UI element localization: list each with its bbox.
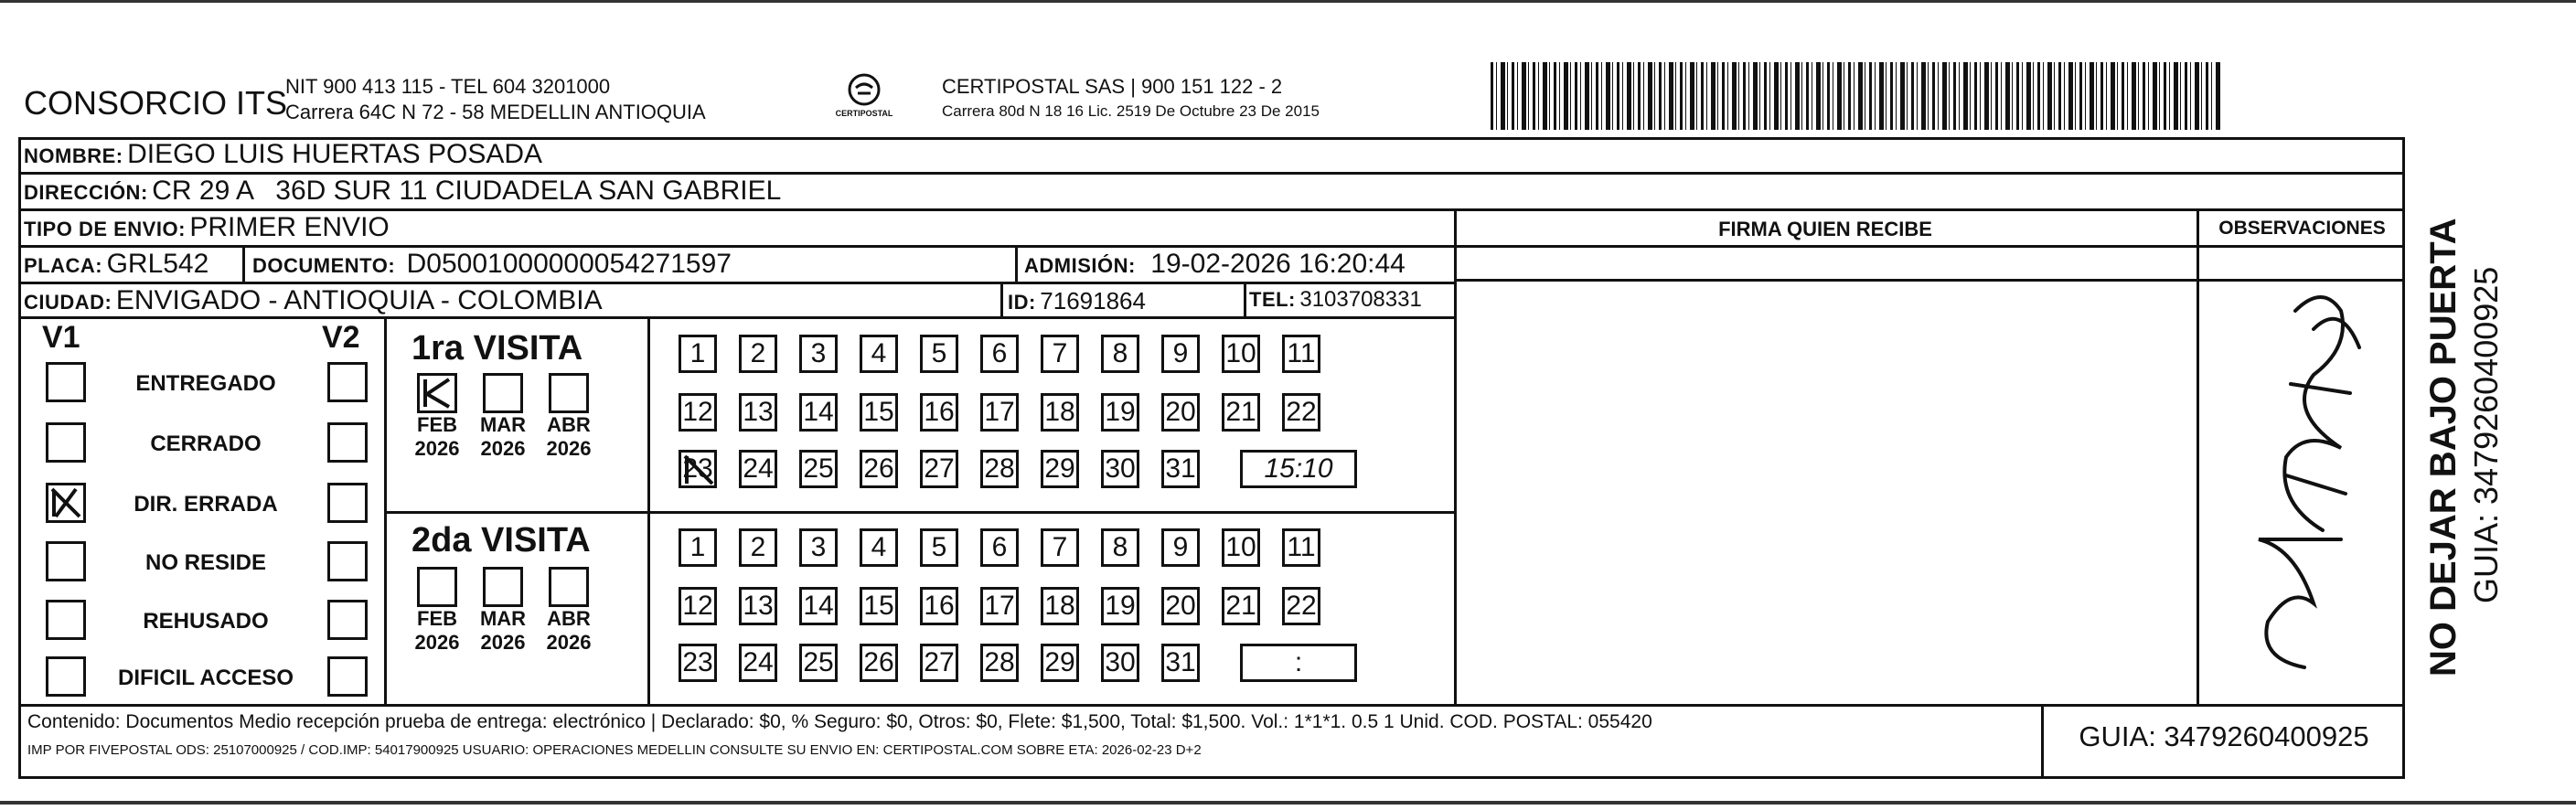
direccion-row (24, 176, 781, 207)
documento-field (252, 249, 732, 280)
visita1-day-box[interactable]: 26 (860, 450, 898, 488)
v1-checkbox[interactable] (46, 541, 86, 581)
visita1-day-box[interactable]: 16 (920, 393, 958, 432)
firma-left-line (1454, 208, 1457, 706)
visita1-year-label: 2026 (480, 437, 526, 460)
visita1-day-box[interactable]: 2 (739, 335, 777, 373)
status-label: REHUSADO (143, 609, 269, 634)
visita1-day-box[interactable]: 3 (799, 335, 838, 373)
visita2-day-box[interactable]: 19 (1101, 587, 1139, 625)
visita2-time-box[interactable]: : (1240, 644, 1357, 682)
barcode (1491, 62, 2222, 130)
visita1-month-label: ABR (547, 413, 591, 436)
certipostal-logo-icon (846, 71, 882, 108)
visita1-year-label: 2026 (414, 437, 460, 460)
visita2-day-box[interactable]: 10 (1222, 528, 1260, 567)
visita2-year-label: 2026 (414, 631, 460, 654)
obs-left-line (2197, 208, 2199, 706)
status-label: DIR. ERRADA (134, 492, 278, 517)
v1-checkbox[interactable] (46, 362, 86, 402)
row-line-5 (18, 316, 1456, 319)
visita2-day-box[interactable]: 24 (739, 644, 777, 682)
ciudad-label: CIUDAD: (24, 291, 112, 314)
check-mark-icon (48, 485, 83, 520)
visita2-title: 2da VISITA (412, 521, 591, 560)
tipo-value: PRIMER ENVIO (189, 212, 390, 242)
v2-label: V2 (322, 320, 360, 355)
visita2-day-box[interactable]: 9 (1161, 528, 1200, 567)
row-line-2 (18, 208, 2405, 211)
row-line-3 (18, 245, 2405, 248)
visita2-day-box[interactable]: 16 (920, 587, 958, 625)
documento-label: DOCUMENTO: (252, 254, 396, 277)
status-label: ENTREGADO (135, 371, 276, 396)
visita-left-line (384, 316, 387, 705)
placa-value: GRL542 (106, 249, 209, 279)
visita1-day-box[interactable]: 11 (1282, 335, 1320, 373)
v2-checkbox[interactable] (327, 422, 368, 463)
visita1-day-box[interactable]: 8 (1101, 335, 1139, 373)
tel-field (1249, 287, 1422, 313)
v1-label: V1 (42, 320, 80, 355)
visita1-day-box[interactable]: 31 (1161, 450, 1200, 488)
certipostal-address: Carrera 80d N 18 16 Lic. 2519 De Octubre 23 De 2015 (942, 102, 1320, 120)
visita1-title: 1ra VISITA (412, 329, 583, 368)
visita1-day-box[interactable]: 14 (799, 393, 838, 432)
visita2-day-box[interactable]: 27 (920, 644, 958, 682)
tel-value: 3103708331 (1299, 287, 1422, 312)
visita2-month-checkbox[interactable] (483, 567, 523, 607)
placa-label: PLACA: (24, 254, 103, 277)
nombre-row (24, 139, 542, 170)
visita1-day-box[interactable]: 5 (920, 335, 958, 373)
status-label: CERRADO (150, 432, 262, 456)
admision-value: 19-02-2026 16:20:44 (1150, 249, 1406, 279)
id-value: 71691864 (1040, 287, 1146, 314)
v2-checkbox[interactable] (327, 541, 368, 581)
visita2-day-box[interactable]: 3 (799, 528, 838, 567)
visita2-year-label: 2026 (480, 631, 526, 654)
visita2-day-box[interactable]: 18 (1041, 587, 1079, 625)
company-name: CONSORCIO ITS (24, 84, 288, 122)
visita2-month-label: ABR (547, 607, 591, 630)
visita1-month-checkbox[interactable] (549, 373, 589, 413)
visita2-day-box[interactable]: 25 (799, 644, 838, 682)
visita2-day-box[interactable]: 21 (1222, 587, 1260, 625)
visita1-day-box[interactable]: 30 (1101, 450, 1139, 488)
footer-line (18, 704, 2405, 707)
visita2-day-box[interactable]: 29 (1041, 644, 1079, 682)
top-edge-line (0, 0, 2576, 3)
check-mark-icon (681, 453, 716, 487)
placa-field (24, 249, 208, 280)
documento-value: D05001000000054271597 (406, 249, 732, 279)
signature (2204, 274, 2405, 695)
visita1-year-label: 2026 (546, 437, 592, 460)
check-mark-icon (420, 376, 454, 410)
visita1-day-box[interactable]: 29 (1041, 450, 1079, 488)
visita2-day-box[interactable]: 23 (679, 644, 717, 682)
tipo-row (24, 212, 390, 243)
footer-imp: IMP POR FIVEPOSTAL ODS: 25107000925 / COD.IMP: 54017900925 USUARIO: OPERACIONES MEDELLIN CONSULTE SU ENVIO EN: CERTIPOSTAL.COM SOBRE ETA: 2026-02-23 D+2 (27, 742, 1202, 758)
visita1-day-box[interactable]: 20 (1161, 393, 1200, 432)
visita1-day-box[interactable]: 18 (1041, 393, 1079, 432)
visita2-day-box[interactable]: 31 (1161, 644, 1200, 682)
side-no-dejar: NO DEJAR BAJO PUERTA (2423, 218, 2464, 677)
status-label: DIFICIL ACCESO (117, 666, 294, 690)
nombre-value: DIEGO LUIS HUERTAS POSADA (127, 139, 543, 169)
footer-guia: GUIA: 3479260400925 (2079, 720, 2369, 752)
nit-line: NIT 900 413 115 - TEL 604 3201000 (285, 75, 611, 98)
id-field (1008, 287, 1146, 315)
visita2-day-box[interactable]: 28 (980, 644, 1019, 682)
certipostal-line: CERTIPOSTAL SAS | 900 151 122 - 2 (942, 75, 1283, 98)
guia-footer-divider (2041, 704, 2044, 779)
visita1-day-box[interactable]: 28 (980, 450, 1019, 488)
direccion-value: CR 29 A 36D SUR 11 CIUDADELA SAN GABRIEL (152, 176, 782, 206)
visita1-day-box[interactable]: 7 (1041, 335, 1079, 373)
visita2-month-label: MAR (479, 607, 527, 630)
visita-month-divider (647, 316, 650, 705)
certipostal-logo (823, 71, 905, 126)
firma-label: FIRMA QUIEN RECIBE (1718, 218, 1932, 240)
footer-contenido: Contenido: Documentos Medio recepción prueba de entrega: electrónico | Declarado: $0, % Seguro: $0, Otros: $0, Flete: $1,500, Total: $1,500. Vol.: 1*1*1. 0.5 1 Unid. COD. POSTAL: 055420 (27, 711, 1652, 732)
v1-checkbox[interactable] (46, 422, 86, 463)
visita2-day-box[interactable]: 12 (679, 587, 717, 625)
visita2-day-box[interactable]: 1 (679, 528, 717, 567)
admision-field (1024, 249, 1406, 280)
visita2-day-box[interactable]: 5 (920, 528, 958, 567)
visita1-day-box[interactable]: 15 (860, 393, 898, 432)
visita1-day-box[interactable]: 24 (739, 450, 777, 488)
visita1-day-box[interactable]: 9 (1161, 335, 1200, 373)
visita1-month-checkbox[interactable] (417, 373, 457, 413)
admision-divider (1015, 245, 1018, 282)
id-label: ID: (1008, 291, 1036, 314)
v2-checkbox[interactable] (327, 656, 368, 697)
visita2-month-checkbox[interactable] (417, 567, 457, 607)
v2-checkbox[interactable] (327, 483, 368, 523)
row-line-4 (18, 282, 1456, 284)
visita2-year-label: 2026 (546, 631, 592, 654)
visita2-day-box[interactable]: 15 (860, 587, 898, 625)
visita2-day-box[interactable]: 6 (980, 528, 1019, 567)
direccion-label: DIRECCIÓN: (24, 181, 148, 204)
visita1-day-box[interactable]: 25 (799, 450, 838, 488)
visita2-day-box[interactable]: 26 (860, 644, 898, 682)
visita-divider (384, 511, 1456, 514)
visita2-day-box[interactable]: 14 (799, 587, 838, 625)
side-guia: GUIA: 3479260400925 (2467, 266, 2505, 603)
visita1-day-box[interactable]: 21 (1222, 393, 1260, 432)
visita2-day-box[interactable]: 20 (1161, 587, 1200, 625)
visita1-day-box[interactable]: 12 (679, 393, 717, 432)
visita2-day-box[interactable]: 22 (1282, 587, 1320, 625)
v2-checkbox[interactable] (327, 362, 368, 402)
visita1-day-box[interactable]: 19 (1101, 393, 1139, 432)
visita2-day-box[interactable]: 13 (739, 587, 777, 625)
visita1-day-box[interactable]: 17 (980, 393, 1019, 432)
logo-text: CERTIPOSTAL (835, 109, 893, 118)
visita1-day-box[interactable]: 10 (1222, 335, 1260, 373)
v2-checkbox[interactable] (327, 600, 368, 640)
visita1-day-box[interactable]: 4 (860, 335, 898, 373)
visita2-day-box[interactable]: 4 (860, 528, 898, 567)
visita2-day-box[interactable]: 8 (1101, 528, 1139, 567)
visita1-day-box[interactable]: 13 (739, 393, 777, 432)
row-line-1 (18, 172, 2405, 175)
ciudad-value: ENVIGADO - ANTIOQUIA - COLOMBIA (115, 285, 603, 315)
visita2-day-box[interactable]: 7 (1041, 528, 1079, 567)
visita1-day-box[interactable]: 22 (1282, 393, 1320, 432)
visita2-day-box[interactable]: 17 (980, 587, 1019, 625)
bottom-edge-line (0, 801, 2576, 805)
v1-checkbox[interactable] (46, 600, 86, 640)
admision-label: ADMISIÓN: (1024, 254, 1136, 277)
observaciones-label: OBSERVACIONES (2218, 218, 2386, 239)
visita2-day-box[interactable]: 2 (739, 528, 777, 567)
visita1-day-box[interactable]: 1 (679, 335, 717, 373)
visita1-day-box[interactable]: 27 (920, 450, 958, 488)
visita1-time-box[interactable]: 15:10 (1240, 450, 1357, 488)
ciudad-field (24, 285, 603, 316)
visita1-month-checkbox[interactable] (483, 373, 523, 413)
visita2-day-box[interactable]: 11 (1282, 528, 1320, 567)
v1-checkbox[interactable] (46, 656, 86, 697)
visita2-month-label: FEB (417, 607, 457, 630)
visita2-month-checkbox[interactable] (549, 567, 589, 607)
placa-divider (242, 245, 245, 282)
visita2-day-box[interactable]: 30 (1101, 644, 1139, 682)
visita1-day-box[interactable]: 6 (980, 335, 1019, 373)
status-label: NO RESIDE (144, 550, 267, 575)
visita1-day-box[interactable] (679, 450, 717, 488)
tel-divider (1244, 282, 1246, 318)
visita1-month-label: FEB (417, 413, 457, 436)
tel-label: TEL: (1249, 288, 1296, 311)
tipo-label: TIPO DE ENVIO: (24, 218, 186, 240)
visita1-month-label: MAR (479, 413, 527, 436)
nombre-label: NOMBRE: (24, 144, 123, 167)
marked-day-text: 23 (682, 453, 713, 484)
id-divider (1000, 282, 1003, 318)
v1-checkbox[interactable] (46, 483, 86, 523)
company-address: Carrera 64C N 72 - 58 MEDELLIN ANTIOQUIA (285, 101, 706, 123)
